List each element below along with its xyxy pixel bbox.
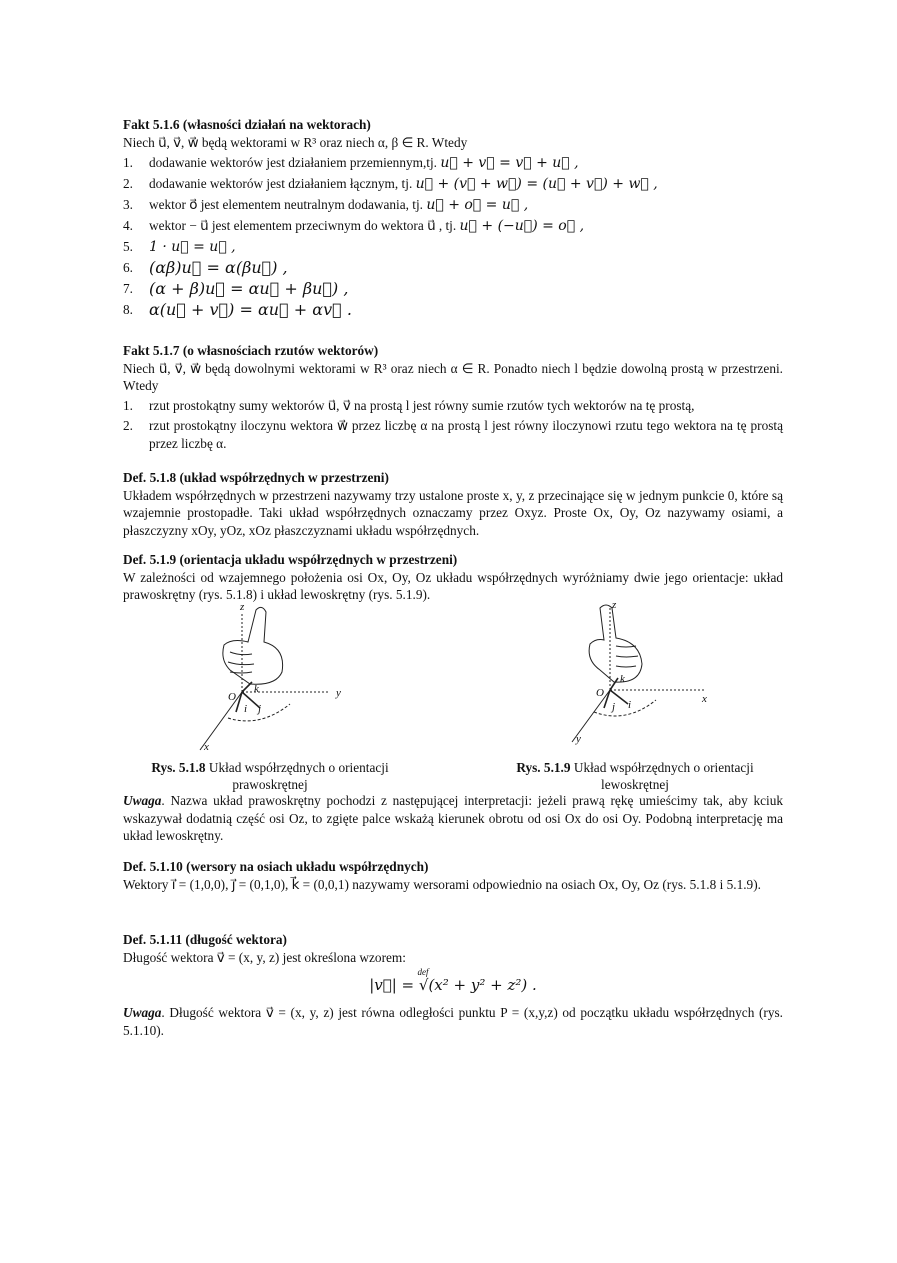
- list-formula: u⃗ + v⃗ = v⃗ + u⃗ ,: [440, 154, 579, 171]
- k-label: k⃗: [254, 683, 268, 695]
- def-5-1-8-text: Układem współrzędnych w przestrzeni nazywamy trzy ustalone proste x, y, z przecinające się w jednym punkcie 0, które są wzajemnie prostopadłe. Taki układ współrzędnych oznaczamy przez Oxyz. Proste Ox, Oy, Oz nazywamy osiami, a płaszczyzny xOy, yOz, xOz płaszczyznami układu współrzędnych.: [123, 487, 783, 538]
- note-1-text: . Nazwa układ prawoskrętny pochodzi z następującej interpretacji: jeżeli prawą rękę umieścimy tak, aby kciuk wskazywał dodatnią część osi Oz, to zgięte palce wskażą kierunek obrotu od osi Ox do osi Oy. Podobną interpretację ma układ lewoskrętny.: [123, 793, 783, 843]
- def-5-1-11: [123, 931, 783, 999]
- figure-right-handed: [190, 600, 360, 760]
- y-label: y: [576, 733, 581, 745]
- list-item: [123, 301, 783, 320]
- note-1: [123, 792, 783, 845]
- fact-5-1-7-intro: Niech u⃗, v⃗, w⃗ będą dowolnymi wektorami w R³ oraz niech α ∈ R. Ponadto niech l będzie dowolną prostą w przestrzeni. Wtedy: [123, 360, 783, 393]
- note-2-text: . Długość wektora v⃗ = (x, y, z) jest równa odległości punktu P = (x,y,z) od początku układu współrzędnych (rys. 5.1.10).: [123, 1005, 783, 1038]
- length-formula: |v⃗| = √(x² + y² + z²) .: [369, 976, 537, 994]
- list-formula: (α + β)u⃗ = αu⃗ + βu⃗) ,: [149, 278, 349, 298]
- fact-5-1-6-intro: Niech u⃗, v⃗, w⃗ będą wektorami w R³ oraz niech α, β ∈ R. Wtedy: [123, 134, 468, 150]
- list-number: 6.: [123, 259, 133, 275]
- fact-5-1-7-title: Fakt 5.1.7 (o własnościach rzutów wektorów): [123, 343, 379, 358]
- def-5-1-11-text: Długość wektora v⃗ = (x, y, z) jest określona wzorem:: [123, 949, 406, 965]
- def-5-1-10-text: Wektory i⃗ = (1,0,0), j⃗ = (0,1,0), k⃗ = (0,0,1) nazywamy wersorami odpowiednio na osiach Ox, Oy, Oz (rys. 5.1.8 i 5.1.9).: [123, 876, 761, 892]
- list-number: 4.: [123, 217, 133, 233]
- list-text: dodawanie wektorów jest działaniem łącznym, tj.: [149, 175, 413, 191]
- x-label: x: [204, 741, 209, 753]
- figure-2-caption: [500, 759, 770, 793]
- figure-1-caption-text: Układ współrzędnych o orientacji prawoskrętnej: [208, 760, 389, 792]
- j-label: j⃗: [258, 703, 270, 715]
- list-number: 2.: [123, 418, 133, 433]
- list-number: 8.: [123, 301, 133, 317]
- fact-5-1-7-list: [123, 397, 783, 452]
- def-5-1-9-title: Def. 5.1.9 (orientacja układu współrzędnych w przestrzeni): [123, 552, 458, 567]
- list-number: 5.: [123, 238, 133, 254]
- list-item: [123, 154, 783, 173]
- list-item: [123, 238, 783, 257]
- y-label: y: [336, 687, 341, 699]
- list-item: [123, 397, 783, 415]
- fact-5-1-6-title: Fakt 5.1.6 (własności działań na wektorach): [123, 117, 371, 132]
- z-label: z: [240, 601, 245, 613]
- list-text: rzut prostokątny sumy wektorów u⃗, v⃗ na prostą l jest równy sumie rzutów tych wektorów na tę prostą,: [149, 398, 695, 413]
- def-5-1-11-title: Def. 5.1.11 (długość wektora): [123, 932, 287, 947]
- fact-5-1-6: [123, 116, 783, 322]
- def-5-1-10-title: Def. 5.1.10 (wersory na osiach układu współrzędnych): [123, 859, 429, 874]
- list-formula: u⃗ + (v⃗ + w⃗) = (u⃗ + v⃗) + w⃗ ,: [415, 175, 658, 192]
- hand-drawing: [589, 605, 642, 682]
- def-label: def: [417, 967, 429, 977]
- list-item: [123, 259, 783, 278]
- z-label: z: [612, 600, 617, 611]
- list-item: [123, 417, 783, 452]
- note-1-label: Uwaga: [123, 793, 162, 808]
- figure-1-caption: [135, 759, 405, 793]
- list-formula: 1 · u⃗ = u⃗ ,: [149, 238, 236, 255]
- figure-2-caption-text: Układ współrzędnych o orientacji lewoskrętnej: [573, 760, 754, 792]
- list-item: [123, 217, 783, 236]
- list-formula: u⃗ + o⃗ = u⃗ ,: [426, 196, 529, 213]
- i-label: i⃗: [244, 703, 256, 715]
- k-label: k⃗: [620, 673, 634, 685]
- figure-left-handed: [560, 600, 730, 760]
- note-2: [123, 1004, 783, 1039]
- x-label: x: [702, 693, 707, 705]
- list-formula: (αβ)u⃗ = α(βu⃗) ,: [149, 257, 288, 277]
- def-5-1-8: [123, 469, 783, 539]
- note-2-label: Uwaga: [123, 1005, 162, 1020]
- list-item: [123, 196, 783, 215]
- list-number: 1.: [123, 398, 133, 413]
- j-label: j⃗: [612, 701, 624, 713]
- figure-2-label: Rys. 5.1.9: [516, 760, 571, 775]
- def-5-1-9: [123, 551, 783, 604]
- list-number: 7.: [123, 280, 133, 296]
- fact-5-1-7: [123, 342, 783, 455]
- list-item: [123, 175, 783, 194]
- list-formula: u⃗ + (−u⃗) = o⃗ ,: [459, 217, 585, 234]
- list-number: 2.: [123, 175, 133, 191]
- list-text: rzut prostokątny iloczynu wektora w⃗ przez liczbę α na prostą l jest równy iloczynowi rzutu tego wektora na tę prostą przez liczbę α.: [149, 418, 783, 451]
- list-text: dodawanie wektorów jest działaniem przemiennym,tj.: [149, 154, 438, 170]
- list-number: 1.: [123, 154, 133, 170]
- origin-label: O: [228, 691, 236, 703]
- list-item: [123, 280, 783, 299]
- fact-5-1-6-list: [123, 154, 783, 320]
- list-number: 3.: [123, 196, 133, 212]
- def-5-1-9-text: W zależności od wzajemnego położenia osi Ox, Oy, Oz układu współrzędnych wyróżniamy dwie jego orientacje: układ prawoskrętny (rys. 5.1.8) i układ lewoskrętny (rys. 5.1.9).: [123, 569, 783, 602]
- list-formula: α(u⃗ + v⃗) = αu⃗ + αv⃗ .: [149, 299, 352, 319]
- origin-label: O: [596, 687, 604, 699]
- list-text: wektor − u⃗ jest elementem przeciwnym do wektora u⃗ , tj.: [149, 217, 457, 233]
- figure-1-label: Rys. 5.1.8: [151, 760, 206, 775]
- i-label: i⃗: [628, 699, 640, 711]
- def-5-1-10: [123, 858, 783, 893]
- def-5-1-8-title: Def. 5.1.8 (układ współrzędnych w przestrzeni): [123, 470, 389, 485]
- list-text: wektor o⃗ jest elementem neutralnym dodawania, tj.: [149, 196, 423, 212]
